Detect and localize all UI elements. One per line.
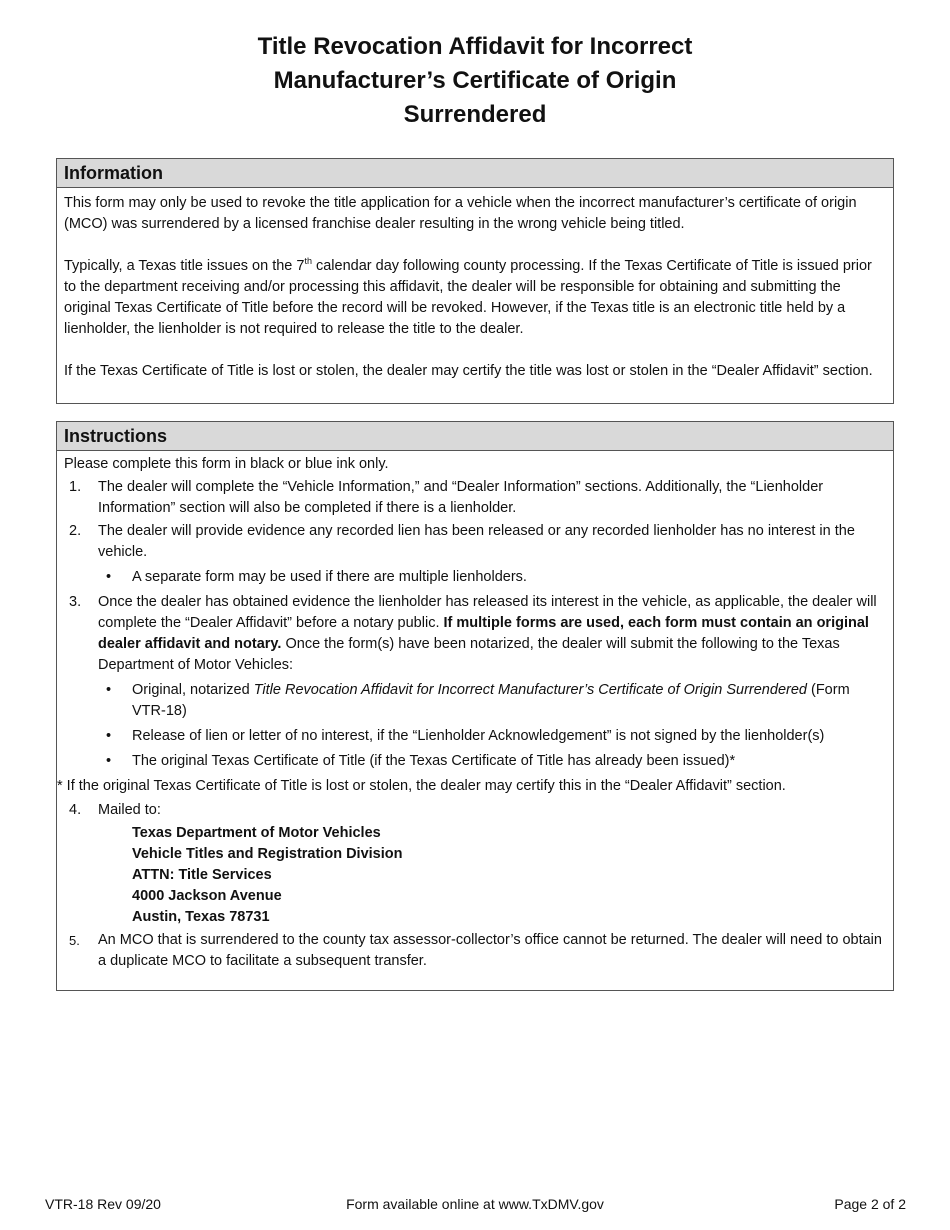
bullet-icon: • bbox=[106, 682, 112, 698]
instructions-section bbox=[56, 421, 894, 991]
information-paragraph-2-text-b: calendar day following county processing. If the Texas Certificate of Title is issued prior to the department receiving and/or processing this affidavit, the dealer will be responsible for obtaining and submitting the original Texas Certificate of Title before the record will be revoked. However, if the Texas title is an electronic title held by a lienholder, the lienholder is not required to release the title to the dealer. bbox=[64, 258, 872, 337]
item-text: The dealer will provide evidence any recorded lien has been released or any recorded lienholder has no interest in the vehicle. bbox=[98, 523, 855, 560]
bullet-text: A separate form may be used if there are multiple lienholders. bbox=[132, 569, 527, 585]
instructions-heading: Instructions bbox=[57, 422, 893, 451]
bullet-text: The original Texas Certificate of Title (if the Texas Certificate of Title has already been issued)* bbox=[132, 753, 736, 769]
item-text: An MCO that is surrendered to the county tax assessor-collector’s office cannot be returned. The dealer will need to obtain a duplicate MCO to facilitate a subsequent transfer. bbox=[98, 932, 882, 969]
address-line: Texas Department of Motor Vehicles bbox=[132, 825, 381, 841]
item-3-bullet-1 bbox=[64, 680, 885, 722]
information-paragraph-2 bbox=[64, 256, 885, 340]
bullet-icon: • bbox=[106, 728, 112, 744]
item-number: 2. bbox=[69, 523, 82, 539]
item-text-b: Once the form(s) have been notarized, the dealer will submit the following to the Texas Department of Motor Vehicles: bbox=[98, 636, 840, 673]
footer-form-revision: VTR-18 Rev 09/20 bbox=[45, 1196, 161, 1212]
bullet-icon: • bbox=[106, 569, 112, 585]
item-number: 5. bbox=[69, 933, 80, 948]
item-2-bullet-1 bbox=[64, 567, 885, 588]
item-3-bullet-2 bbox=[64, 726, 885, 747]
lost-title-note: * If the original Texas Certificate of Title is lost or stolen, the dealer may certify this in the “Dealer Affidavit” section. bbox=[57, 778, 786, 794]
instruction-item-3 bbox=[64, 592, 885, 676]
footer-website: Form available online at www.TxDMV.gov bbox=[346, 1196, 604, 1212]
ordinal-superscript: th bbox=[304, 256, 312, 266]
instruction-item-4 bbox=[64, 800, 885, 821]
information-paragraph-3: If the Texas Certificate of Title is lost or stolen, the dealer may certify the title was lost or stolen in the “Dealer Affidavit” section. bbox=[64, 363, 873, 379]
address-line: Austin, Texas 78731 bbox=[132, 909, 270, 925]
mailing-address bbox=[64, 823, 885, 928]
bullet-text-a: Original, notarized bbox=[132, 682, 254, 698]
item-text-a: Once the dealer has obtained evidence the lienholder has released its interest in the vehicle, as applicable, the dealer will complete the “Dealer Affidavit” before a notary public. bbox=[98, 594, 877, 631]
instructions-lead: Please complete this form in black or blue ink only. bbox=[64, 456, 389, 472]
item-number: 1. bbox=[69, 479, 82, 495]
address-line: ATTN: Title Services bbox=[132, 867, 272, 883]
page-title bbox=[0, 30, 950, 132]
title-line-2: Manufacturer’s Certificate of Origin bbox=[273, 67, 677, 94]
information-heading: Information bbox=[57, 159, 893, 188]
item-text: The dealer will complete the “Vehicle Information,” and “Dealer Information” sections. Additionally, the “Lienholder Information” section will also be completed if there is a lienholder. bbox=[98, 479, 824, 516]
item-number: 3. bbox=[69, 594, 82, 610]
item-text: Mailed to: bbox=[98, 802, 161, 818]
title-line-3: Surrendered bbox=[403, 101, 547, 128]
bullet-text-b: (Form VTR-18) bbox=[132, 682, 850, 719]
address-line: Vehicle Titles and Registration Division bbox=[132, 846, 403, 862]
item-3-bullet-3 bbox=[64, 751, 885, 772]
instruction-item-5 bbox=[64, 930, 885, 972]
item-number: 4. bbox=[69, 802, 82, 818]
address-line: 4000 Jackson Avenue bbox=[132, 888, 282, 904]
footer-page-number: Page 2 of 2 bbox=[834, 1196, 906, 1212]
title-line-1: Title Revocation Affidavit for Incorrect bbox=[257, 33, 693, 60]
item-text-bold: If multiple forms are used, each form must contain an original dealer affidavit and notary. bbox=[98, 615, 869, 652]
bullet-icon: • bbox=[106, 753, 112, 769]
information-paragraph-1: This form may only be used to revoke the title application for a vehicle when the incorrect manufacturer’s certificate of origin (MCO) was surrendered by a licensed franchise dealer resulting in the wrong vehicle being titled. bbox=[64, 195, 857, 232]
bullet-text-italic: Title Revocation Affidavit for Incorrect Manufacturer’s Certificate of Origin Surrendered bbox=[253, 682, 807, 698]
information-content bbox=[57, 188, 893, 382]
instruction-item-2 bbox=[64, 521, 885, 563]
instructions-content bbox=[57, 451, 893, 972]
instruction-item-1 bbox=[64, 477, 885, 519]
bullet-text: Release of lien or letter of no interest, if the “Lienholder Acknowledgement” is not signed by the lienholder(s) bbox=[132, 728, 825, 744]
information-section bbox=[56, 158, 894, 404]
information-paragraph-2-text-a: Typically, a Texas title issues on the 7 bbox=[64, 258, 305, 274]
